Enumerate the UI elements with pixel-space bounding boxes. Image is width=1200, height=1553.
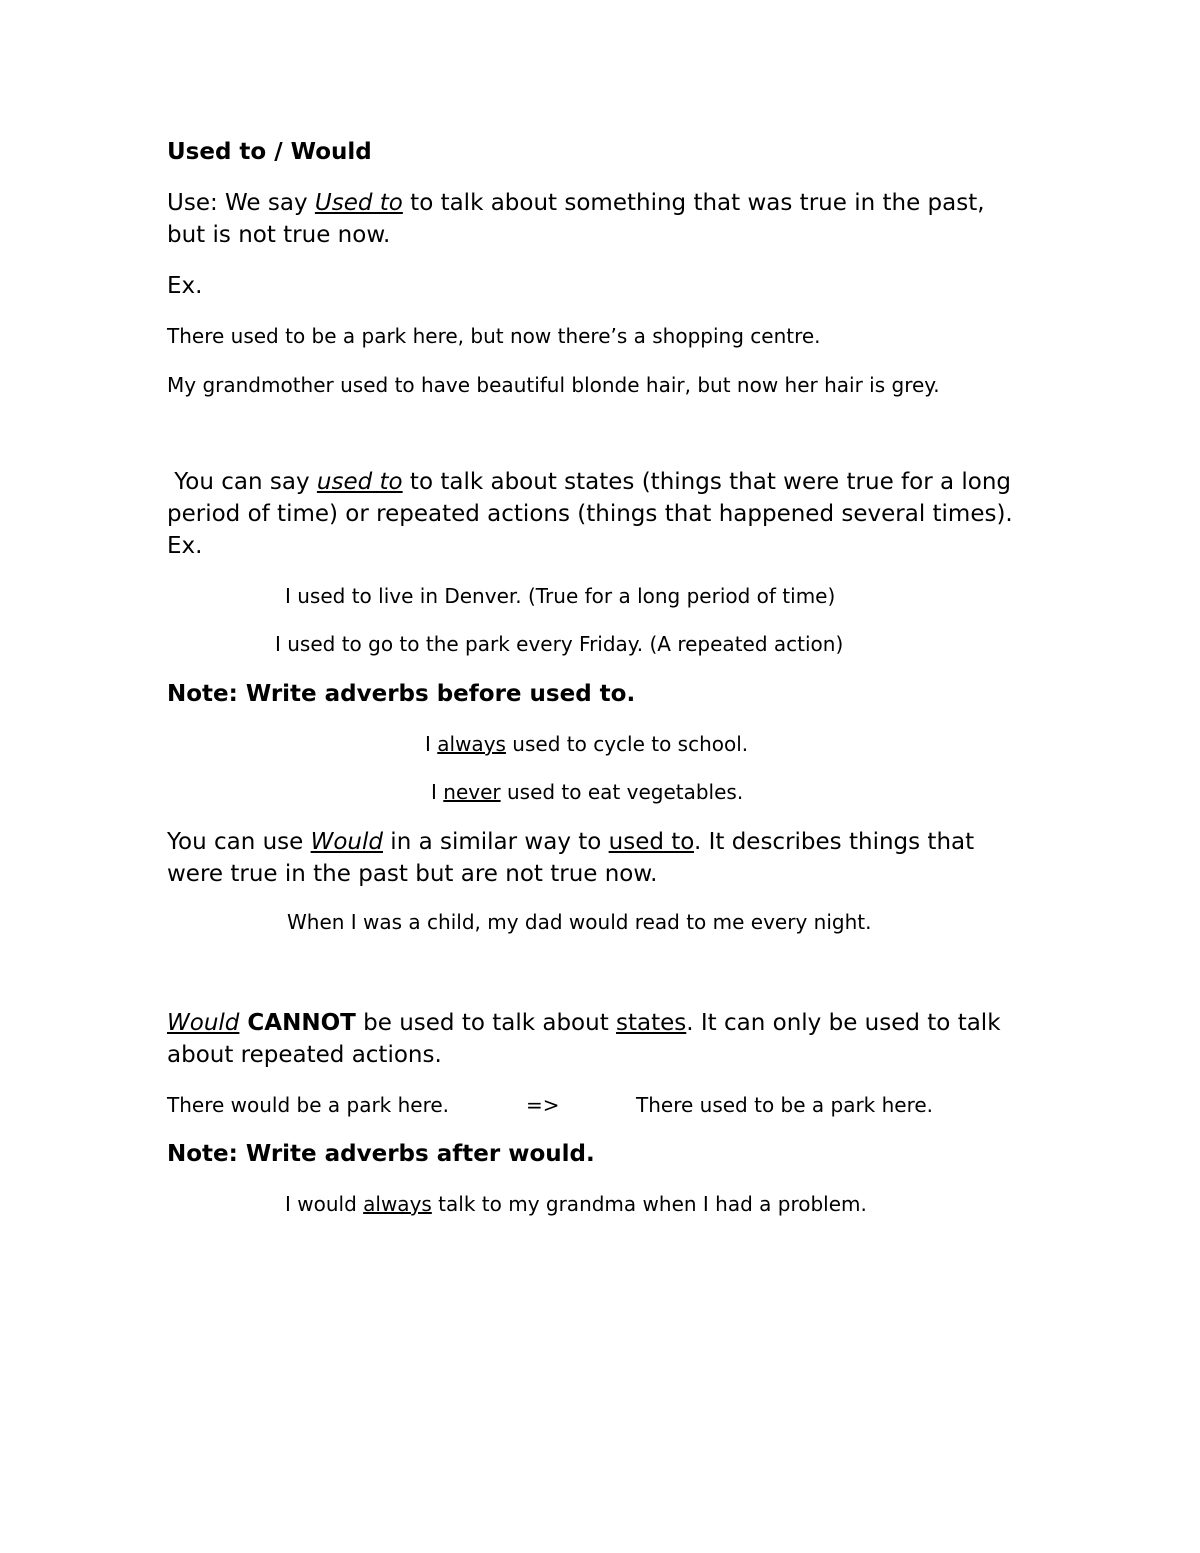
sec1-ex-label: Ex. bbox=[167, 273, 203, 299]
note1-ex2-pre: I bbox=[431, 780, 444, 804]
note1-ex1-post: used to cycle to school. bbox=[505, 732, 749, 756]
note1-ex2-post: used to eat vegetables. bbox=[500, 780, 744, 804]
sec4-line1 bbox=[167, 1010, 1001, 1036]
sec1-line1 bbox=[167, 190, 985, 216]
sec4-l1-mid: be used to talk about bbox=[355, 1010, 617, 1036]
sec4-right-example: There used to be a park here. bbox=[636, 1093, 934, 1117]
sec4-arrow: => bbox=[526, 1093, 560, 1117]
note2-ex1-pre: I would bbox=[285, 1192, 364, 1216]
sec2-l1-term: used to bbox=[316, 469, 403, 495]
sec1-example-2: My grandmother used to have beautiful blonde hair, but now her hair is grey. bbox=[167, 373, 940, 397]
note1-example-2 bbox=[431, 780, 743, 804]
sec1-line2: but is not true now. bbox=[167, 222, 391, 248]
note2-ex1-adverb: always bbox=[363, 1192, 432, 1216]
sec4-l1-term: Would bbox=[167, 1010, 240, 1036]
sec3-line1 bbox=[167, 829, 974, 855]
document-title: Used to / Would bbox=[167, 139, 372, 165]
note2-text: Note: Write adverbs after would. bbox=[167, 1141, 595, 1167]
sec3-l1-term: Would bbox=[310, 829, 383, 855]
note1-ex1-adverb: always bbox=[437, 732, 506, 756]
sec4-line2: about repeated actions. bbox=[167, 1042, 442, 1068]
sec1-example-1: There used to be a park here, but now there’s a shopping centre. bbox=[167, 324, 821, 348]
sec4-l1-cannot: CANNOT bbox=[239, 1010, 356, 1036]
note1-example-1 bbox=[425, 732, 748, 756]
sec1-l1-term: Used to bbox=[314, 190, 403, 216]
sec4-l1-states: states bbox=[616, 1010, 687, 1036]
note1-ex1-pre: I bbox=[425, 732, 438, 756]
sec2-line1 bbox=[167, 469, 1011, 495]
sec2-l1-post: to talk about states (things that were true for a long bbox=[402, 469, 1012, 495]
sec2-ex-label: Ex. bbox=[167, 533, 203, 559]
note1-text: Note: Write adverbs before used to. bbox=[167, 681, 636, 707]
note2-ex1-post: talk to my grandma when I had a problem. bbox=[431, 1192, 867, 1216]
sec4-wrong-example: There would be a park here. bbox=[167, 1093, 450, 1117]
note2-example-1 bbox=[285, 1192, 867, 1216]
sec2-l1-pre: You can say bbox=[167, 469, 317, 495]
sec1-l1-pre: Use: We say bbox=[167, 190, 315, 216]
sec3-line2: were true in the past but are not true now. bbox=[167, 861, 658, 887]
sec3-l1-pre: You can use bbox=[167, 829, 311, 855]
sec3-l1-used-to: used to bbox=[608, 829, 694, 855]
sec2-example-2: I used to go to the park every Friday. (A repeated action) bbox=[275, 632, 844, 656]
sec2-line2: period of time) or repeated actions (things that happened several times). bbox=[167, 501, 1013, 527]
sec3-l1-mid: in a similar way to bbox=[383, 829, 609, 855]
sec4-l1-post: . It can only be used to talk bbox=[686, 1010, 1001, 1036]
sec3-example-1: When I was a child, my dad would read to me every night. bbox=[287, 910, 872, 934]
sec3-l1-post: . It describes things that bbox=[693, 829, 975, 855]
sec2-example-1: I used to live in Denver. (True for a long period of time) bbox=[285, 584, 836, 608]
sec1-l1-post: to talk about something that was true in the past, bbox=[402, 190, 985, 216]
note1-ex2-adverb: never bbox=[443, 780, 501, 804]
